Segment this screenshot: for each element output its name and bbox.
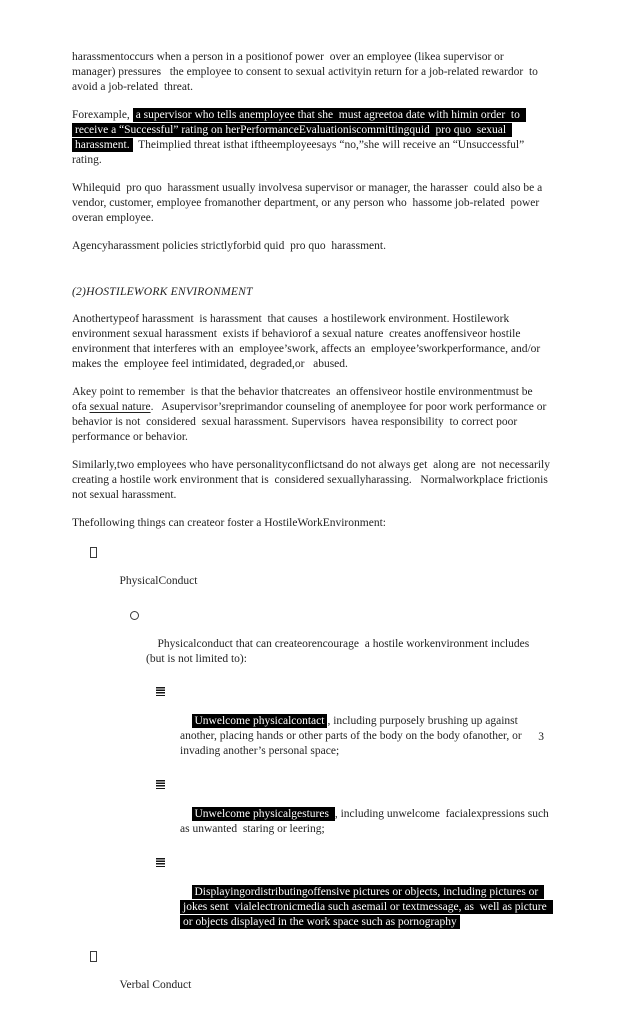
circle-bullet-icon xyxy=(130,611,139,620)
paragraph-example-highlighted xyxy=(72,108,550,168)
highlighted-text: Displayingordistributingoffensive pictures or objects, including pictures or jokes sent vialelectronicmedia such asemail or textmessage, as well as picture or objects displayed in the work space such as pornography xyxy=(180,885,553,929)
text-segment: , including unwelcome facialexpressions such as unwanted staring or leering; xyxy=(180,808,552,835)
list-item-verbal-conduct-label: Verbal Conduct xyxy=(119,979,192,991)
list-item-physical-conduct-intro-text xyxy=(146,638,532,665)
hollow-box-bullet-icon xyxy=(90,547,97,558)
text-segment: Whilequid pro quo harassment usually involvesa supervisor or manager, the harasser could also be a vendor, customer, employee fromanother department, or any person who hassome job-related power overan employee. xyxy=(72,182,546,224)
highlighted-text: a supervisor who tells anemployee that she must agreetoa date with himin order to receive a “Successful” rating on herPerformanceEvaluationiscommittingquid pro quo sexual harassment. xyxy=(72,108,526,152)
paragraph-hostile-list-intro xyxy=(72,516,550,531)
list-item-verbal-conduct xyxy=(72,948,550,1008)
paragraph-hostile-environment-definition xyxy=(72,312,550,372)
list-item-physical-conduct-label: PhysicalConduct xyxy=(119,575,198,587)
list-item-unwelcome-physical-contact-text xyxy=(180,714,525,757)
highlighted-text: Unwelcome physicalgestures xyxy=(192,807,335,821)
list-item-physical-conduct-intro xyxy=(72,607,550,682)
underlined-text: sexual nature xyxy=(89,401,151,413)
text-segment: Anothertypeof harassment is harassment that causes a hostilework environment. Hostilework environment sexual harassment exists if behaviorof a sexual nature creates anoffensiveor hostile environment that interferes with an employee’swork, affects an employee’sworkperformance, and/or makes the employee feel intimidated, degraded,or abused. xyxy=(72,313,544,370)
list-item-unwelcome-physical-contact xyxy=(72,684,550,774)
text-segment: Physicalconduct that can createorencourage a hostile workenvironment includes (but is not limited to): xyxy=(146,638,533,665)
list-item-displaying-offensive-pictures xyxy=(72,855,550,945)
text-segment: . Asupervisor’sreprimandor counseling of anemployee for poor work performance or behavior is not considered sexual harassment. Supervisors havea responsibility to correct poor performance or behavior. xyxy=(72,401,550,443)
paragraph-harasser-scope xyxy=(72,181,550,226)
striped-box-bullet-icon xyxy=(156,687,165,696)
text-segment: , including purposely brushing up against another, placing hands or other parts of the body on the body ofanother, or invading another’s personal space; xyxy=(180,715,525,757)
document-body xyxy=(72,50,553,1011)
list-item-physical-conduct xyxy=(72,544,550,604)
paragraph-quid-pro-quo-definition xyxy=(72,50,550,95)
page-number: 3 xyxy=(538,731,544,743)
section-heading-hostile-work-environment: (2)HOSTILEWORK ENVIRONMENT xyxy=(72,285,253,298)
text-segment: Agencyharassment policies strictlyforbid quid pro quo harassment. xyxy=(72,240,386,252)
paragraph-personality-conflicts xyxy=(72,458,553,503)
paragraph-key-point-sexual-nature xyxy=(72,385,550,445)
striped-box-bullet-icon xyxy=(156,858,165,867)
text-segment: Theimplied threat isthat iftheemployeesays “no,”she will receive an “Unsuccessful” rating. xyxy=(72,139,528,166)
list-item-unwelcome-physical-gestures-text xyxy=(180,807,552,835)
paragraph-agency-policy xyxy=(72,239,550,254)
list-item-displaying-offensive-pictures-text xyxy=(180,885,553,929)
highlighted-text: Unwelcome physicalcontact xyxy=(192,714,328,728)
text-segment: Thefollowing things can createor foster a HostileWorkEnvironment: xyxy=(72,517,386,529)
text-segment: Akey point to remember is that the behavior thatcreates an offensiveor hostile environmentmust be ofa xyxy=(72,386,536,413)
hollow-box-bullet-icon xyxy=(90,951,97,962)
text-segment: Similarly,two employees who have personalityconflictsand do not always get along are not necessarily creating a hostile work environment that is considered sexuallyharassing. Normalworkplace frictionis not sexual harassment. xyxy=(72,459,553,501)
striped-box-bullet-icon xyxy=(156,780,165,789)
list-item-unwelcome-physical-gestures xyxy=(72,777,550,852)
text-segment: harassmentoccurs when a person in a positionof power over an employee (likea supervisor or manager) pressures the employee to consent to sexual activityin return for a job-related rewardor to avoid a job-related threat. xyxy=(72,51,541,93)
text-segment: Forexample, xyxy=(72,109,133,121)
